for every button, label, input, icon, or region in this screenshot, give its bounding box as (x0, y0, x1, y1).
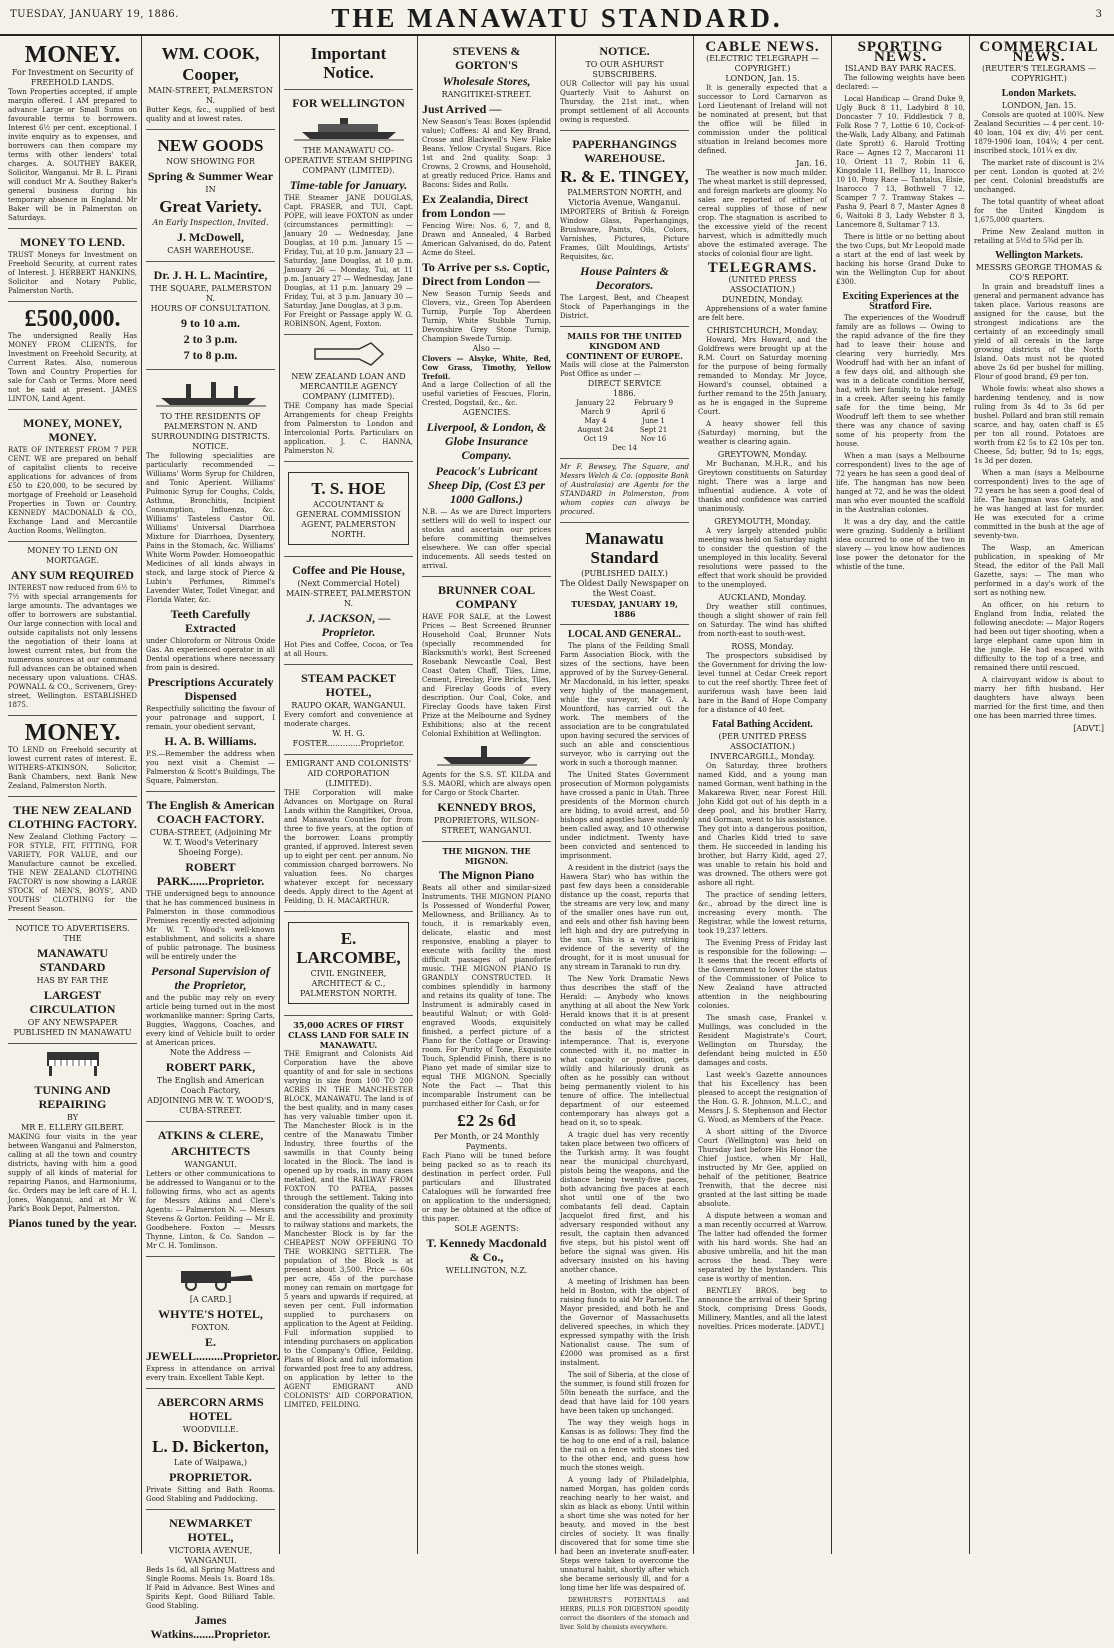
ad-williams-chemist (146, 370, 275, 792)
ad-body: Every comfort and convenience at moderate charges. (284, 711, 413, 728)
article-paragraph: The Evening Press of Friday last is responsible for the following: — It seems that the recent efforts of the Government to lower the status of the Commissioner of Police to New Zealand have attracted attention in the neighbouring colonies. (698, 939, 827, 1010)
issue-date: TUESDAY, JANUARY 19, 1886. (10, 9, 179, 20)
article-paragraph: The experiences of the Woodruff family are as follows — Owing to the rapid advance of the fire they had to leave their house and clearing very hurriedly. Mrs Woodruff had with her an infant of a few days old, and although she was in a delicate condition herself, had, with her family, to take refuge in a creek. After seeing his family safe for the time being, Mr Woodruff left them to see whether there was any chance of saving some of his property from the house. (836, 314, 965, 448)
column-2 (142, 36, 280, 1641)
ad-new-goods (146, 130, 275, 262)
advertisement-footer: DEWHURST'S POTENTIALS and HERBS, PILLS FOR DIGESTION speedily correct the disorders of the stomach and liver. Sold by chemists everywhere. (560, 1597, 689, 1631)
ad-also: Also — (472, 344, 501, 353)
ad-name: T. S. HOE (311, 479, 386, 498)
ad-season: Spring & Summer Wear (147, 169, 274, 183)
ad-cook-cooper (146, 38, 275, 130)
ad-name-3: ADJOINING MR W. T. WOOD'S, CUBA-STREET. (147, 1096, 274, 1115)
agents-notice (560, 459, 689, 523)
column-4 (418, 36, 556, 1554)
ad-heading: WM. COOK, (161, 44, 260, 63)
mail-date: Sept 21 (639, 426, 668, 434)
ad-heading: WHYTE'S HOTEL, (158, 1307, 263, 1321)
ad-heading: STEVENS & GORTON'S (452, 44, 521, 72)
ad-kennedy: KENNEDY BROS, (437, 800, 536, 814)
paper-tagline: The Oldest Daily Newspaper on the West Coast. (560, 579, 689, 598)
ad-subheading: The Mignon Piano (438, 868, 535, 882)
ad-agent-name: T. Kennedy Macdonald & Co., (426, 1236, 547, 1264)
article-paragraph: Last week's Gazette announces that his Excellency has been pleased to accept the resignation of the Hon. G. R. Johnson, M.L.C., and Messrs J. S. Stephenson and Hector G. Wood, as Members of the Peace. (698, 1071, 827, 1124)
section-subheading: (PER UNITED PRESS ASSOCIATION.) (718, 732, 807, 751)
article-paragraph: BENTLEY BROS. beg to announce the arrival of their Spring Stock, comprising Dress Goods, Millinery, Mantles, and all the latest novelties. Prices moderate. [ADVT.] (698, 1287, 827, 1331)
ad-heading: NEW ZEALAND LOAN AND MERCANTILE AGENCY COMPANY (LIMITED). (291, 372, 406, 401)
section-heading: CABLE NEWS. (705, 39, 820, 55)
ad-name: E. LARCOMBE, (296, 929, 401, 967)
ad-body: HAVE FOR SALE, at the Lowest Prices — Best Screened Brunner Household Coal, Brunner Nuts (specially recommended for Blacksmith's work), Best Screened Rosebank Newcastle Coal, Best Coast Oaten Chaff, Tiles, Lime, Cement, Fireclay, Fire Bricks, Tiles, and Fireclay Goods of every description. Our Coal, Coke, and Fireclay Goods have taken First Prize at the Melbourne and Sydney Exhibitions; also at the recent Colonial Exhibition at Wellington. (422, 613, 551, 738)
ad-kennedy-sub: PROPRIETORS, WILSON-STREET, WANGANUI. (433, 816, 539, 835)
ad-body: INTEREST now reduced from 6½ to 7½ with special arrangements for large amounts. The advantages we offer to borrowers are substantial. Our large connection with local and outside capitalists not only lessens the negotiation of their loans at lowest current rates, but from the numerous sources at our command full advances can be obtained when necessary upon valuations. CHAS. POWNALL & CO., Scriveners, Grey-street, Wellington. ESTABLISHED 1875. (8, 584, 137, 709)
ad-town: FOXTON. (191, 1323, 230, 1332)
article-paragraph: Mr Buchanan, M.H.R., and his Greytown constituents on Saturday night. There was a large and influential audience. A vote of thanks and confidence was carried unanimously. (698, 460, 827, 513)
ad-body: Beds 1s 6d, all Spring Mattress and Single Rooms. Meals 1s. Board 18s. If Paid in Advance. Best Wines and Spirits Kept. Good Billiard Table. Good Stabling. (146, 1566, 275, 1610)
ad-heading: ATKINS & CLERE, (157, 1128, 264, 1142)
article-paragraph: The smash case, Frankel v. Mullings, was concluded in the Resident Magistrate's Court, Wellington on Thursday, the defendant being mulcted in £50 damages and costs. (698, 1014, 827, 1067)
ad-hours-3: 7 to 8 p.m. (183, 348, 238, 362)
ad-newmarket-hotel (146, 1510, 275, 1648)
article-paragraph: The following weights have been declared: — (836, 74, 965, 91)
paper-title: Manawatu Standard (585, 529, 664, 567)
ad-body: The following specialities are particularly recommended — Williams' Worm Syrup for Children, and Tonic Aperient. Williams' Pulmonic Syrup for Coughs, Colds, Asthma, Bronchitis, Incipient Consumption, Influenza, &c. Williams' Tasteless Castor Oil. Williams' Universal Diarrhoea Mixture for Diarrhoea, Dysentery, Pains in the Stomach, &c. Williams' White Worm Powder. Homoeopathic Medicines of all kinds always in stock, and large stock of Pierce & Lubin's Perfumes, Rimmel's Lavender Water, Toilet Vinegar, and Florida Water, &c. (146, 452, 275, 604)
ad-toarrive-heading: To Arrive per s.s. Coptic, Direct from London — (422, 260, 550, 288)
steamer-illustration (294, 114, 404, 142)
ad-the: THE (63, 934, 82, 943)
ad-title: CIVIL ENGINEER, ARCHITECT & C., PALMERSTON NORTH. (299, 969, 397, 998)
ad-ships: Agents for the S.S. ST. KILDA and S.S. MAORI, which are always open for Cargo or Stock Charter. (422, 771, 551, 797)
dateline: LONDON, Jan. 15. (1001, 101, 1077, 110)
article-paragraph: A resident in the district (says the Hawera Star) who has within the past few days been a considerable distance up the coast, reports that the streams are very low, and many of the smaller ones have run out, and eels and other fish having been left high and dry are putrefying in the sun. This is a very striking evidence of the severity of the drought, for it is most unusual for any stream in Taranaki to run dry. (560, 864, 689, 971)
ad-body: THE Emigrant and Colonists Aid Corporation have the above quantity of and for sale in sections varying in size from 100 TO 200 ACRES IN THE MANCHESTER BLOCK, MANAWATU. The land is of the best quality, and in many cases has very valuable timber upon it. The Manchester Block is in the centre of the Manawatu Timber Industry, three fourths of the sawmills in that County being located in the Block. The land is opened up by roads, in many cases metalled, and the RAILWAY FROM FOXTON TO PATEA, passes through the settlement. Taking into consideration the quality of the soil and the accessibility and proximity to railway stations and markets, the Manchester Block is by far the CHEAPEST NOW OFFERING TO THE WORKING SETTLER. The population of the Block is at present about 3,500. Price — 60s per acre, 45s of the purchase money can remain on mortgage for 5 years and upwards if required, at seven per cent. Full information supplied to purchasers on application to the Agent at Feilding. Full information supplied to intending purchasers on application to the Company's Office, Feilding. Plans of Block and full information forwarded post free to any address, on application by letter to the AGENT EMIGRANT AND COLONISTS' AID CORPORATION, LIMITED, FEILDING. (284, 1050, 413, 1409)
ad-name-2: The English and American Coach Factory, (156, 1076, 265, 1095)
ad-piano-tuning (8, 1044, 137, 1237)
newspaper-title: THE MANAWATU STANDARD. (331, 3, 783, 33)
ad-agencies: AGENCIES. (462, 408, 511, 417)
ad-month: Per Month, or 24 Monthly Payments. (433, 1132, 540, 1151)
section-subheading: (REUTER'S TELEGRAMS — COPYRIGHT.) (982, 64, 1096, 83)
mail-date: August 24 (577, 426, 614, 434)
ad-price: £2 2s 6d (457, 1111, 516, 1130)
article-paragraph: A clairvoyant widow is about to marry her fifth husband. Her daughters have always been married for the first time, and then one has been married three times. (974, 676, 1104, 720)
article-paragraph: A dispute between a woman and a man recently occurred at Warrow. The latter had offended the former with his hard words. She had an abusive umbrella, and hit the man across the head. They were separated by the bystanders. This case is worthy of mention. (698, 1212, 827, 1283)
ad-subheading: Wholesale Stores, (442, 74, 531, 88)
ad-heading: MONEY. (24, 720, 121, 746)
article-paragraph: On Saturday, three brothers named Kidd, and a young man named Gorman, went bathing in the Makarewa River, near Forest Hill. John Kidd got out of his depth in a deep pool, and his brother Harry, and Gorman, went to his assistance. They got into a dangerous position, and Charles Kidd tried to save them. He succeeded in landing his brother, but Harry Kidd, aged 27, was unable to retain his hold and was drowned. The others were got ashore all right. (698, 762, 827, 887)
ad-hours-label: HOURS OF CONSULTATION. (150, 304, 271, 313)
ad-freight: For Freight or Passage apply W. G. ROBINSON, Agent, Foxton. (284, 311, 413, 328)
section-subheading: (ELECTRIC TELEGRAPH — COPYRIGHT.) (706, 54, 819, 73)
article-paragraph: Howard, Mrs Howard, and the Goldfrews were brought up at the R.M. Court on Saturday morning for the purpose of being formally remanded to Monday. Mr Joyce, Howard's counsel, obtained a further remand to the 25th January, as he is engaged in the Supreme Court. (698, 336, 827, 416)
ad-heading: MONEY TO LEND. (20, 235, 125, 249)
article-paragraph: The market rate of discount is 2¼ per cent. London is quoted at 2½ per cent. Colonial breadstuffs are unchanged. (974, 159, 1104, 194)
ad-heading: ABERCORN ARMS HOTEL (157, 1395, 264, 1423)
ad-steam-shipping (284, 90, 413, 335)
mails-year: 1886. (613, 389, 636, 398)
ad-name: L. D. Bickerton, (152, 1437, 269, 1456)
ad-heading: Coffee and Pie House, (292, 563, 405, 577)
ad-subheading: ARCHITECTS (170, 1144, 251, 1158)
local-general-section (560, 630, 689, 1632)
ad-tail: Pianos tuned by the year. (8, 1216, 137, 1230)
ad-steam-packet (284, 665, 413, 755)
section-subheading: ISLAND BAY PARK RACES. (844, 64, 957, 73)
advt-tag: [ADVT.] (1073, 724, 1104, 733)
ad-heading: THE NEW ZEALAND CLOTHING FACTORY. (8, 803, 137, 831)
ad-coach-factory (146, 792, 275, 1122)
ad-heading: NEWMARKET HOTEL, (169, 1516, 252, 1544)
ad-body: Express in attendance on arrival every train. Excellent Table Kept. (146, 1365, 275, 1382)
ad-body: Butter Kegs, &c., supplied of best quality and at lowest rates. (146, 106, 275, 123)
agents-body: Mr F. Bewsey, The Square, and Messrs Welch & Co. (opposite Bank of Australasia) are Agents for the STANDARD in Palmerston, from whom copies can always be procured. (560, 463, 689, 516)
ad-body: THE Company has made Special Arrangements for cheap Freights from Palmerston to London and Intercolonial Ports. Particulars on application. J. C. HANNA, Palmerston N. (284, 402, 413, 455)
article-paragraph: It is generally expected that a successor to Lord Carnarvon as Lord Lieutenant of Ireland will not be nominated at present, but that the office will be filled in commission under the political situation in Ireland becomes more defined. (698, 84, 827, 155)
coach-illustration (161, 1265, 261, 1291)
ad-toarrive-body: New Season Turnip Seeds and Clovers, viz., Green Top Aberdeen Turnip, Purple Top Aberdeen Turnip, White Stubble Turnip, Devonshire Grey Stone Turnip, Champion Swede Turnip. (422, 290, 551, 343)
article-paragraph: A short sitting of the Divorce Court (Wellington) was held on Thursday last before His Honor the Chief Justice, when Mr Hall, instructed by Mr Gee, applied on behalf of the petitioner, Beatrice Trenwith, that the decree nisi granted at the last sitting be made absolute. (698, 1128, 827, 1208)
ad-heading: TO THE RESIDENTS OF PALMERSTON N. AND SURROUNDING DISTRICTS. (151, 412, 270, 441)
ad-arrived-heading: Just Arrived — (422, 102, 502, 116)
ad-important-notice (284, 38, 413, 90)
ad-body: THE Corporation will make Advances on Mortgage on Rural Lands within the Rangitikei, Oroua, and Manawatu Counties for from three to five years, at the option of the borrower. Loans promptly granted, if approved. Interest seven up to eight per cent. per annum. No commission charged borrowers. No valuation fees. No charges whatever except for necessary deeds. Apply direct to the Agent at Feilding, D. H. MACARTHUR. (284, 789, 413, 905)
notice-ashurst (560, 38, 689, 131)
ad-proprietor: ROBERT PARK......Proprietor. (156, 860, 265, 888)
article-paragraph: The New York Dramatic News thus describes the staff of the Herald: — Anybody who knows anything at all about the New York Herald knows that it is at present conducted on what may be called the basis of the strictest intemperance. That is, everyone connected with it, no matter in what capacity or position, gets wildly and hilariously drunk as often as he possibly can without being permanently violent to his tenure of office. The intellectual department of our esteemed contemporary has always got a head on it, so to speak. (560, 975, 689, 1127)
ad-address: MAIN-STREET, PALMERSTON N. (148, 86, 273, 105)
ad-insurance: Liverpool, & London, & Globe Insurance Company. (426, 420, 547, 462)
ad-heading: THE MIGNON. THE MIGNON. (442, 846, 531, 866)
article-paragraph: A very largely attended public meeting was held on Saturday night to consider the question of the unemployed in this locality. Several resolutions were passed to the effect that work should be provided to the unemployed. (698, 527, 827, 589)
ad-heading: Dr. J. H. L. Macintire, (153, 268, 268, 282)
ad-in: IN (205, 185, 216, 194)
article-paragraph: The total quantity of wheat afloat for the United Kingdom is 1,675,000 quarters. (974, 198, 1104, 224)
dateline: GREYTOWN, Monday. (717, 450, 808, 459)
ad-money-to-lend (8, 229, 137, 302)
article-paragraph: Dry weather still continues, though a slight shower of rain fell on Saturday. The wind has shifted from north-east to south-west. (698, 603, 827, 638)
ad-proprietor: PROPRIETOR. (169, 1470, 252, 1484)
ad-proprietor: J. JACKSON, — Proprietor. (306, 611, 391, 639)
ad-abercorn-arms (146, 1389, 275, 1510)
article-paragraph: The weather is now much milder. The wheat market is still depressed, and foreign markets are gloomy. No sales are reported of either of cereal supplies of those of new crop. The stagnation is ascribed to the excessive yield of the recent harvest, which is admittedly much above the estimated average. The stocks of colonial flour are light. (698, 169, 828, 258)
notice-subheading: TO OUR ASHURST SUBSCRIBERS. (585, 60, 664, 79)
article-paragraph: A young lady of Philadelphia, named Morgan, has golden cords reaching nearly to her waist, and skin as black as ebony. Until within a short time she was noted for her beauty, and moved in the best circles of society. It was finally discovered that for some time she had been an inveterate snuff-eater. Steps were taken to overcome the unnatural habit, shortly after which she became seriously ill, and for a long time her life was despaired of. (560, 1476, 689, 1592)
ad-body: New Zealand Clothing Factory — FOR STYLE, FIT, FITTING, FOR VARIETY, FOR VALUE, and our Manufacture cannot be excelled. THE NEW ZEALAND CLOTHING FACTORY is now showing a LARGE STOCK of MEN'S, BOYS', AND YOUTHS' CLOTHING for the Present Season. (8, 833, 137, 913)
dateline: LONDON, Jan. 15. (725, 74, 800, 83)
ad-amount: £500,000. (24, 306, 121, 332)
ad-hoe-accountant (284, 462, 413, 557)
ad-teeth-body: under Chloroform or Nitrous Oxide Gas. An experienced operator in all Dental operations where necessary from pain is desired. (146, 637, 275, 672)
mail-date: Nov 16 (640, 435, 667, 443)
ad-linton (8, 302, 137, 410)
article-paragraph: Prime New Zealand mutton in retailing at 5½d to 5¾d per lb. (974, 228, 1104, 245)
mails-notice (560, 327, 689, 459)
ad-peacock-body: N.B. — As we are Direct Importers settlers will do well to inspect our stocks and ascertain our prices before committing themselves elsewhere. We can offer special inducements. All seeds tested on arrival. (422, 508, 551, 570)
dateline: DUNEDIN, Monday. (721, 295, 804, 304)
column-1 (4, 36, 142, 1554)
ad-card: [A CARD.] (189, 1295, 232, 1304)
dateline: INVERCARGILL, Monday. (709, 752, 816, 761)
dateline: AUCKLAND, Monday. (718, 593, 807, 602)
paper-subtitle: (PUBLISHED DAILY.) (581, 569, 668, 578)
ad-variety: Great Variety. (159, 197, 262, 216)
article-paragraph: The United States Government prosecution of Mormon polygamists have crossed a panic in Utah. Three presidents of the Mormon church are hiding, to avoid arrest, and 50 bishops and apostles have suddenly been called away, and 10 otherwise under indictment. Twenty have been convicted and sentenced to imprisonment. (560, 771, 689, 860)
page-number: 3 (1095, 9, 1102, 20)
article-paragraph: The prospectors subsidised by the Government for driving the low-level tunnel at Cedar Creek report to cut the reef shortly. Three feet of auriferous wash have been laid bare in the Band of Hope Company for a distance of 40 feet. (698, 652, 827, 714)
ad-arrived-body: New Season's Teas: Boxes (splendid value); Coffees: Al and Key Brand, Crosse and Blackwell's New Flake Beans. Yellow Crystal Sugars. Rice 1st and 2nd quality. Soap: 3 Crowns, 2 Crowns, and Household, at greatly reduced Price. Hams and Bacons: Sides and Rolls. (422, 118, 551, 189)
ad-body: The undersigned Really Has MONEY FROM CLIENTS, for Investment on Freehold Security, at Current Rates. Also, numerous Town and Country Properties for sale for Cash or Terms. More need not be said at present. JAMES LINTON, Land Agent. (8, 332, 137, 403)
ad-address: VICTORIA AVENUE, WANGANUI. (168, 1546, 253, 1565)
paper-date: TUESDAY, JANUARY 19, 1886 (571, 599, 678, 619)
ad-name: J. McDowell, (177, 230, 244, 244)
article-paragraph: The way they weigh hogs in Kansas is as follows: They find the tie hog to one end of a rail, balance the rail on a fence with stones tied to the other end, and guess how much the stones weigh. (560, 1419, 689, 1472)
section-heading: Exciting Experiences at the Stratford Fire. (842, 291, 959, 312)
ad-emigrant-corporation (284, 755, 413, 912)
article-paragraph: There is little or no betting about the two Cups, but Mr Leopold made a start at the end of last week by backing his horse Grand Duke to win the Wellington Cup for about £300. (836, 233, 965, 286)
ad-ex-body: Fencing Wire: Nos. 6, 7, and 8, Drawn and Annealed, 4 Barbed American Galvanised, do do, Patent Acme do Steel. (422, 222, 551, 257)
ad-nz-loan (284, 335, 413, 462)
ad-hours-2: 2 to 3 p.m. (183, 332, 238, 346)
ad-heading: The English & American COACH FACTORY. (146, 798, 275, 826)
ad-signature: H. A. B. Williams. (164, 734, 257, 748)
article-paragraph: Local Handicap — Grand Duke 9, Ugly Buck 8 11, Ladybird 8 10, Doncaster 7 10. Fiddlestick 7 8, Folk Rose 7 7, Lottie 6 10, Cock-of-the-Walk, Lady Albany, and Fatimah (late Sprott) 6. Harold Trotting Race — Agnes 12 7, Maccaroni 11 10, Orient 11 7, Robin 11 6, Kingsdale 11, Bellboy 11, Inarocco 10 10. Pony Race — Tantalus, Elsie, Inarocco 7 13, Bothwell 7 12, Scamper 7 7. Tramway Stakes — Pasha 9, Pearl 8 7, Master Agnes 8 6, Waitoki 8 3, Lady Webster 8 3, Lancemore 8, Sultamar 7 13. (836, 95, 965, 229)
ad-heading: 35,000 ACRES OF FIRST CLASS LAND FOR SALE IN MANAWATU. (288, 1020, 409, 1050)
mail-date: January 22 (576, 399, 615, 407)
article-paragraph: The practice of sending letters, &c., abroad by the direct line is increasing every month. The Registrar, while the lowest returns, took 19,237 letters. (698, 891, 827, 935)
ad-town: RAUPO OKAR, WANGANUI. (291, 701, 406, 710)
section-heading: TELEGRAMS. (707, 260, 818, 276)
ad-peacock: Peacock's Lubricant Sheep Dip, (Cost £3 per 1000 Gallons.) (428, 464, 545, 506)
ad-prescriptions-heading: Prescriptions Accurately Dispensed (147, 675, 274, 703)
ad-address: CUBA-STREET, (Adjoining Mr W. T. Wood's Veterinary Shoeing Forge). (149, 828, 272, 857)
column-3 (280, 36, 418, 1554)
section-heading: LOCAL AND GENERAL. (567, 629, 682, 640)
ad-heading: NEW GOODS (157, 136, 264, 155)
ad-whytes-hotel (146, 1257, 280, 1389)
ad-body-2: and the public may rely on every article being turned out in the most workmanlike manner: Spring Carts, Buggies, Waggons, Coaches, and every kind of Vehicle built to order at American prices. (146, 994, 275, 1047)
ad-clovers: Clovers — Alsyke, White, Red, Cow Grass, Timothy, Yellow Trefoil. (422, 354, 551, 381)
ad-heading: ANY SUM REQUIRED (11, 568, 134, 582)
ad-title: ACCOUNTANT & GENERAL COMMISSION AGENT, PALMERSTON NORTH. (296, 500, 401, 539)
ad-name: MR E. ELLERY GILBERT. (21, 1123, 124, 1132)
dateline: GREYMOUTH, Monday. (714, 517, 811, 526)
ad-address: PALMERSTON NORTH, and Victoria Avenue, Wanganui. (567, 188, 682, 207)
larcombe-card (288, 922, 409, 1004)
ad-body-2: The Largest, Best, and Cheapest Stock of Paperhangings in the District. (560, 294, 689, 320)
ad-heading: FOR WELLINGTON (292, 96, 405, 110)
ad-subheading: NOTICE TO ADVERTISERS. (15, 924, 130, 933)
ad-town: WOODVILLE. (182, 1425, 239, 1434)
article-paragraph: When a man (says a Melbourne correspondent) lives to the age of 72 years he has seen a good deal of life. The hangman was Gately, and he was hanged at last for murder. He was executed for a crime committed in the bush at the age of seventy-two. (974, 469, 1104, 540)
article-paragraph: The Wasp, an American publication, in speaking of Mr Stead, the editor of the Pall Mall Gazette, says: — The man who performed in a day's work of the sort as nothing new. (974, 544, 1104, 597)
ad-sole-agents: SOLE AGENTS: (454, 1224, 519, 1233)
ad-body: Town Properties accepted, if ample margin offered. I AM prepared to advance Large or Small Sums on favourable terms to borrowers. Interest 6½ per cent. exceptional. I invite enquiry as to expenses, and borrowers can then compare my terms with other lenders' total charges. A. SOUTHEY BAKER, Solicitor, Wanganui. Mr B. L. Pirani will conduct Mr A. Southey Baker's general business during his temporary absence in England. Mr Baker will be in Palmerston on Saturdays. (8, 88, 137, 222)
ad-personal: Personal Supervision of the Proprietor, (151, 964, 270, 992)
ad-body: MAKING four visits in the year between Wanganui and Palmerston, calling at all the town and country districts, having with him a good supply of all kinds of material for repairing Pianos, and Harmoniums, &c. Orders may be left care of H. I. Jones, Wanganui, and at Mr W. Park's Book Depot, Palmerston. (8, 1133, 137, 1213)
mails-direct: DIRECT SERVICE (587, 379, 662, 388)
ad-note: Note the Address — (169, 1048, 252, 1057)
ad-manchester-block (284, 1016, 413, 1415)
dateline: ROSS, Monday. (731, 642, 794, 651)
ad-agent-town: WELLINGTON, N.Z. (445, 1266, 528, 1275)
article-paragraph: The plans of the Feilding Small Farm Association Block, with the sizes of the sections, have been approved of by the Survey-General. Mr Macdonald, in his letter, speaks very highly of the management, while the surveyor, Mr G. A. Mountford, has carried out the work. The members of the association are to be congratulated upon having secured the services of such an able and conscientious surveyor, who is carrying out the work in such a thorough manner. (560, 642, 689, 767)
ad-pownall (8, 542, 137, 716)
mails-dates (560, 399, 689, 453)
ad-heading: EMIGRANT AND COLONISTS' AID CORPORATION (LIMITED). (285, 759, 412, 788)
article-paragraph: A heavy shower fell this (Saturday) morning, but the weather is clearing again. (698, 420, 827, 446)
section-subheading: (UNITED PRESS ASSOCIATION.) (728, 275, 797, 294)
ad-body: Private Sitting and Bath Rooms. Good Stabling and Paddocking. (146, 1486, 275, 1503)
article-paragraph: It was a dry day, and the cattle were grazing. Suddenly a brilliant idea occurred to one of the two in slavery — you know how audiences lose power the detonator for the whistle of the tune. (836, 518, 965, 571)
mails-body: Mails will close at the Palmerston Post Office as under — (560, 361, 689, 378)
ad-body: RATE OF INTEREST FROM 7 PER CENT. WE are prepared on behalf of capitalist clients to receive applications for advances of from £50 to £20,000, to be secured by mortgage of Freehold or Leasehold Properties in Town or Country. KENNEDY MACDONALD & CO., Exchange Land and Mercantile Auction Rooms, Wellington. (8, 446, 137, 535)
ad-notice: NOTICE. (192, 442, 229, 451)
hand-pointing-illustration (309, 339, 389, 369)
ad-heading: MANAWATU STANDARD (36, 946, 109, 974)
ad-clothing-factory (8, 797, 137, 920)
ad-heading: MONEY, MONEY, MONEY. (23, 416, 122, 444)
ad-name: ROBERT PARK, (165, 1060, 256, 1074)
ad-invite: An Early Inspection, Invited. (152, 218, 269, 227)
article-paragraph: Whole fowls: wheat also shows a hardening tendency, and is now ruling from 3s 4d to 3s 6d per bushel. Pollard and bran still remain scarce, and hay, oaten chaff is £5 per ton all round. Potatoes are worth from £2 5s to £2 10s per ton. Cheese, 5d; butter, 9d to 1s; eggs, 1s 3d per dozen. (974, 385, 1104, 465)
hoe-card (288, 472, 409, 545)
ad-town: WANGANUI. (184, 1160, 237, 1169)
ad-late: Late of Waipawa,) (174, 1458, 247, 1467)
piano-icon (43, 1048, 103, 1078)
ad-stevens-gorton (422, 38, 551, 577)
ad-coffee-pie (284, 557, 413, 665)
ad-timetable: Time-table for January. (289, 178, 408, 192)
ad-prescriptions-body: Respectfully soliciting the favour of your patronage and support, I remain, your obedient servant, (146, 705, 275, 731)
ad-body-2: Each Piano will be tuned before being packed so as to reach its destination in perfect order. Full particulars and Illustrated Catalogues will be forwarded free on application to the undersigned; or may be obtained at the office of this paper. (422, 1152, 551, 1223)
notice-body: OUR Collector will pay his usual Quarterly Visit to Ashurst on Thursday, the 21st inst., when prompt settlement of all Accounts owing is requested. (560, 80, 689, 124)
ad-heading: Important Notice. (310, 44, 387, 82)
mail-date: March 9 (580, 408, 611, 416)
ad-address: (Next Commercial Hotel) MAIN-STREET, PALMERSTON N. (286, 579, 411, 608)
masthead (0, 0, 1114, 36)
ad-tail: OF ANY NEWSPAPER PUBLISHED IN MANAWATU (13, 1018, 132, 1037)
ad-money-money-money (8, 410, 137, 542)
ad-by: BY (66, 1113, 79, 1122)
column-6 (694, 36, 832, 1554)
mail-date: May 4 (584, 417, 607, 425)
ad-brunner-coal (422, 577, 551, 842)
ad-proprietor: James Watkins.......Proprietor. (150, 1613, 271, 1641)
dateline: Jan. 16. (796, 159, 827, 168)
ad-heading: STEAM PACKET HOTEL, (301, 671, 396, 699)
ad-body: Letters or other communications to be addressed to Wanganui or to the following firms, who act as agents for Messrs Atkins and Clere's Agents: — Palmerston N. — Messrs Stevens & Gorton. Feilding — Mr E. Goodbehere. Foxton — Messrs Thynne, Linton, & Co. Sandon — Mr C. H. Tomlinson. (146, 1170, 275, 1250)
ad-money-baker (8, 38, 137, 229)
ad-ex-heading: Ex Zealandia, Direct from London — (422, 192, 529, 220)
ad-teeth-heading: Teeth Carefully Extracted (170, 607, 251, 635)
ad-body: TRUST Moneys for Investment on Freehold Security, at current rates of Interest. J. HERBERT HANKINS, Solicitor and Notary Public, Palmerston North. (8, 251, 137, 295)
ad-tingey (560, 131, 689, 327)
ad-hours-1: 9 to 10 a.m. (181, 316, 240, 330)
column-8 (970, 36, 1108, 1554)
column-5 (556, 36, 694, 1631)
ship-illustration (437, 743, 537, 767)
ad-withers-atkinson (8, 716, 137, 797)
ad-body: IMPORTERS of British & Foreign Window Glass, Paperhangings, Brushware, Paints, Oils, Colors, Varnishes, Pictures, Picture Frames, Gilt Mouldings, Artists' Requisites, &c. (560, 208, 689, 261)
article-paragraph: When a man (says a Melbourne correspondent) lives to the age of 72 years he has seen a good deal of life. The hangman has now been hanged at 72, and he was the oldest man who ever mounted the scaffold in the Australian colonies. (836, 452, 965, 514)
ad-shop: CASH WAREHOUSE. (167, 246, 254, 255)
market-heading: London Markets. (1001, 88, 1077, 99)
ad-circulation: LARGEST CIRCULATION (29, 988, 116, 1016)
article-paragraph: A meeting of Irishmen has been held in Boston, with the object of raising funds to aid Mr Parnell. The Mayor presided, and both he and the Governor of Massachusetts delivered speeches, in which they expressed sympathy with the Irish Nationalist cause. The sum of £2000 was promised as a first instalment. (560, 1278, 689, 1367)
ad-atkins-clere (146, 1122, 275, 1257)
section-heading: COMMERCIAL NEWS. (979, 39, 1099, 65)
article-paragraph: Apprehensions of a water famine are felt here. (698, 305, 827, 322)
market-heading: Wellington Markets. (995, 250, 1083, 261)
paper-nameplate (560, 523, 689, 625)
mail-date: Oct 19 (583, 435, 608, 443)
article-paragraph: In grain and breadstuff lines a general and permanent advance has taken place. Various reasons are assigned for the cause, but the strongest indications are the certainty of an exceedingly small yield of all cereals in the large growing districts of the North Island. Oats must not be quoted above 2s 6d per bushel for milling. Flour of good brand, £9 per ton. (974, 283, 1104, 381)
ad-subheading: THE MANAWATU CO-OPERATIVE STEAM SHIPPING COMPANY (LIMITED). (284, 146, 413, 175)
ad-proprietor: W. H. G. FOSTER.............Proprietor. (292, 729, 405, 748)
article-paragraph: Consols are quoted at 100¾. New Zealand Securities — 4 per cent. 10-40 loan, 104 ex div; 4½ per cent. 1879-1906 loan, 104¼; 4 per cent. inscribed stock, 101¼ ex div. (974, 111, 1104, 155)
ad-subheading: For Investment on Security of FREEHOLD LANDS. (11, 68, 134, 87)
ad-heading: MONEY. (24, 42, 121, 68)
ad-subheading: MONEY TO LEND ON MORTGAGE. (27, 546, 118, 565)
market-subheading: MESSRS GEORGE THOMAS & CO'S REPORT. (975, 263, 1103, 282)
ad-house: House Painters & Decorators. (580, 264, 669, 292)
mail-date: February 9 (633, 399, 674, 407)
ad-clovers-body: And a large Collection of all the useful varieties of Fescues, Florin, Crested, Dogstail, &c., &c. (422, 381, 551, 407)
ad-showing: NOW SHOWING FOR (166, 157, 255, 166)
ad-address: RANGITIKEI-STREET. (441, 90, 532, 99)
ad-body: TO LEND on Freehold security at lowest current rates of interest. E. WITHERS-ATKINSON, Solicitor, Bank Chambers, next Bank New Zealand, Palmerston North. (8, 746, 137, 790)
section-heading: SPORTING NEWS. (857, 39, 944, 65)
columns (4, 36, 1110, 1641)
mail-date: Dec 14 (612, 444, 637, 452)
ad-larcombe (284, 912, 413, 1016)
column-7 (832, 36, 970, 1554)
section-heading: Fatal Bathing Accident. (712, 719, 813, 730)
article-paragraph: A tragic duel has very recently taken place between two officers of the Turkish army. It was fought near the municipal churchyard, pistols being the weapons, and the distance being twenty-five paces, both advancing five paces at each shot until one of the two combatants fell dead. Captain Jacquelot fired first, and his adversary responded without any result, the captain then advanced five steps, but his pistol went off before the signal was given. His adversary insisted on his having another chance. (560, 1131, 689, 1274)
ad-heading: PAPERHANGINGS WAREHOUSE. (572, 137, 677, 165)
ad-proprietor: E. JEWELL.........Proprietor. (146, 1335, 280, 1363)
ad-address: THE SQUARE, PALMERSTON N. (149, 284, 272, 303)
dateline: CHRISTCHURCH, Monday. (706, 326, 819, 335)
article-paragraph: The soil of Siberia, at the close of the summer, is found still frozen for 50in beneath the surface, and the dead that have laid for 100 years have been taken up unchanged. (560, 1371, 689, 1415)
ad-sailings: THE Steamer JANE DOUGLAS, Capt. FRASER, and TUI, Capt. POPE, will leave FOXTON as under (circumstances permitting): — January 20 — Wednesday, Jane Douglas, at 10 p.m. January 15 — Friday, Tui, at 10 p.m. January 23 — Saturday, Jane Douglas, at 10 p.m. January 26 — Monday, Tui, at 11 p.m. January 27 — Wednesday, Jane Douglas, at 11 p.m. January 29 — Friday, Tui, at 3 p.m. January 30 — Saturday, Jane Douglas, at 3 p.m. (284, 194, 413, 310)
ad-body: Hot Pies and Coffee, Cocoa, or Tea at all Hours. (284, 641, 413, 658)
ad-body: Beats all other and similar-sized Instruments. THE MIGNON PIANO Is Possessed of Wonderful Power, Mellowness, and Brilliancy. As to touch, it is remarkably even, delicate, elastic and most responsive, enabling a player to execute with facility the most difficult passages of pianoforte music. THE MIGNON PIANO IS GRANDLY CONSTRUCTED. It combines splendidly in harmony and retains its quality of tone. The Instrument is admirably cased in beautiful Walnut; or with Gold-engraved Woods, exquisitely finished, a perfect picture of a Piano for the Cottage or Drawing-room. For Purity of Tone, Exquisite Touch, Splendid Finish, there is no Piano yet made of similar size to equal THE MIGNON. Specially Note the Fact — That this incomparable Instrument can be purchased either for Cash, or for (422, 884, 551, 1108)
ad-mignon-piano (422, 842, 551, 1281)
ship-illustration (156, 378, 266, 408)
notice-heading: NOTICE. (599, 44, 650, 58)
mails-heading: MAILS FOR THE UNITED KINGDOM AND CONTINENT OF EUROPE. (566, 331, 683, 361)
ad-dr-macintire (146, 262, 275, 370)
ad-notice-advertisers (8, 920, 137, 1044)
ad-name: R. & E. TINGEY, (560, 167, 689, 186)
ad-subheading: Cooper, (182, 65, 239, 84)
mail-date: April 6 (641, 408, 666, 416)
ad-heading: TUNING AND REPAIRING (34, 1083, 111, 1111)
ad-body: THE undersigned begs to announce that he has commenced business in Palmerston in those commodious Premises recently erected adjoining Mr W. T. Wood's well-known establishment, and solicits a share of public patronage. The business will be entirely under the (146, 890, 275, 961)
article-paragraph: An officer, on his return to England from India, related the following anecdote: — Major Rogers had been out tiger shooting, when a large elephant came upon him in the jungle. He had escaped with difficulty to the top of a tree, and remained there until rescued. (974, 601, 1104, 672)
ad-body: HAS BY FAR THE (36, 976, 109, 985)
ad-postscript: P.S.—Remember the address when you next visit a Chemist — Palmerston & Scott's Buildings, The Square, Palmerston. (146, 750, 275, 785)
mail-date: June 1 (642, 417, 665, 425)
ad-heading: BRUNNER COAL COMPANY (437, 583, 535, 611)
